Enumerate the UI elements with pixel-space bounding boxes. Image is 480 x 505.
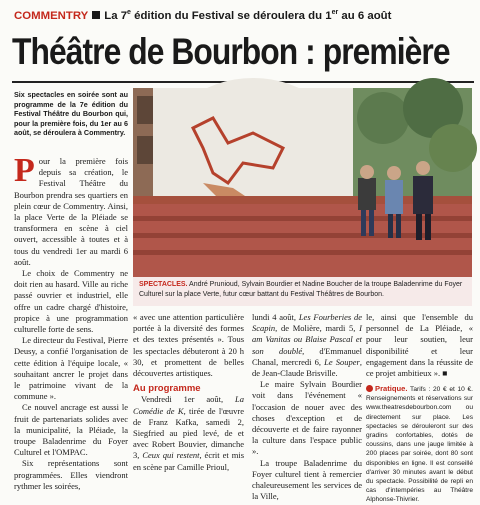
kicker-tag: COMMENTRY <box>14 9 89 22</box>
paragraph-7 <box>133 394 244 472</box>
caption-text: André Prunioud, Sylvain Bourdier et Nadine Boucher de la troupe Baladenrime du Foyer Culturel sur la place Verte, futur cœur battant du Festival Théâtres de Bourbon. <box>139 281 463 298</box>
title-ceux-qui-restent: Ceux qui restent <box>142 450 200 461</box>
p7-a: Vendredi 1er août, <box>141 394 236 405</box>
title-vanitas: I am Vanitas ou Blaise Pascal et son doublé <box>252 323 362 356</box>
kicker-line <box>14 9 472 25</box>
p8-b: , de Molière, mardi 5, <box>275 323 360 334</box>
paragraph-5: Six représentations sont programmées. Elles viendront rythmer les soirées, <box>14 458 128 491</box>
title-comedie: La Comédie de K <box>133 394 244 416</box>
kicker-sup1: e <box>127 9 131 16</box>
kicker-text-middle: édition du Festival se déroulera du 1 <box>130 9 332 22</box>
subhead-programme: Au programme <box>133 383 201 395</box>
kicker-sup2: er <box>331 9 339 16</box>
title-souper: Le Souper <box>324 356 360 367</box>
photo-caption <box>133 277 472 306</box>
p8-c: , d'Emmanuel Chanal, mercredi 6, <box>252 345 362 367</box>
paragraph-11 <box>366 312 473 379</box>
paragraph-1-text: our la première fois depuis sa création, le Festival Théâtre du Bourbon prendra ses quartiers en plein cœur de Commentry. Ainsi, la place Verte de la Pléiade se transformera en scène à ciel ouvert, accessible à toutes et à tous du vendredi 1er au mardi 6 août. <box>14 156 128 267</box>
column-2 <box>133 312 244 494</box>
p8-d: , de Jean-Claude Brisville. <box>252 356 362 379</box>
paragraph-8 <box>252 312 362 379</box>
info-dot-icon <box>366 385 373 392</box>
column-3 <box>252 312 362 502</box>
p7-c: , écrit et mis en scène par Camille Prioul, <box>133 450 245 472</box>
practical-info-box <box>366 384 473 504</box>
lede: Six spectacles en soirée sont au programme de la 7e édition du Festival Théâtre du Bourbon qui, pour la première fois, du 1er au 6 août, se déroulera à Commentry. <box>14 90 128 138</box>
caption-label: SPECTACLES. <box>139 281 188 288</box>
paragraph-10: La troupe Baladenrime du Foyer culturel tient à remercier chaleureusement les services de la Ville, <box>252 457 362 502</box>
headline: Théâtre de Bourbon : première <box>12 31 450 72</box>
kicker-text-after: au 6 août <box>338 9 392 22</box>
p11-text: le, ainsi que l'ensemble du personnel de La Pléiade, « pour leur soutien, leur disponibilité et leur engagement dans la réussite de ce projet ambitieux ». <box>366 312 473 379</box>
title-fourberies: Les Fourberies de Scapin <box>252 312 362 334</box>
paragraph-2: Le choix de Commentry ne doit rien au hasard. Ville au riche passé ouvrier et industriel, elle offre un cadre chargé d'histoire, propice à une programmation culturelle forte de sens. <box>14 268 128 335</box>
practical-title: Pratique. <box>375 384 408 393</box>
paragraph-4: Ce nouvel ancrage est aussi le fruit de partenariats solides avec la municipalité, la Pléiade, la troupe Baladenrime du Foyer Culturel et l'OMPAC. <box>14 402 128 458</box>
p7-b: , tirée de l'œuvre de Franz Kafka, samedi 2, Siegfried au pied levé, de et avec Robert Bouvier, dimanche 3, <box>133 405 244 461</box>
column-4 <box>366 312 473 384</box>
p8-a: lundi 4 août, <box>252 312 299 322</box>
square-bullet-icon <box>92 11 100 19</box>
kicker-text-before: La 7 <box>104 9 128 22</box>
photo-illustration <box>133 88 472 306</box>
paragraph-9: Le maire Sylvain Bourdier voit dans l'événement « l'occasion de nouer avec des choses d'exception et de découverte et de faire rayonner la culture dans l'espace public ». <box>252 379 362 457</box>
paragraph-6: « avec une attention particulière portée à la diversité des formes et des textes présentés ». Tous les spectacles débuteront à 20 h 30, et promettent de belles découvertes artistiques. <box>133 312 244 379</box>
practical-text: Tarifs : 20 € et 10 €. Renseignements et réservations sur www.theatresdebourbon.com ou directement sur place. Les spectacles se dérouleront sur des gradins confortables, dotés de coussins, dans une jauge limitée à 200 places par soirée, dont 80 sont disponibles en ligne. Il est conseillé d'arriver 30 minutes avant le début du spectacle. Possibilité de repli en cas d'intempéries au Théâtre Alphonse-Thivrier. <box>366 386 473 504</box>
article-photo <box>133 88 472 306</box>
column-1 <box>14 152 128 492</box>
end-mark-icon: ■ <box>442 368 448 379</box>
paragraph-1 <box>14 152 128 268</box>
paragraph-3: Le directeur du Festival, Pierre Deusy, a confié l'organisation de cette édition à l'équipe locale, « souhaitant ancrer le projet dans le patrimoine vivant de la commune ». <box>14 335 128 402</box>
drop-cap: P <box>14 152 35 189</box>
